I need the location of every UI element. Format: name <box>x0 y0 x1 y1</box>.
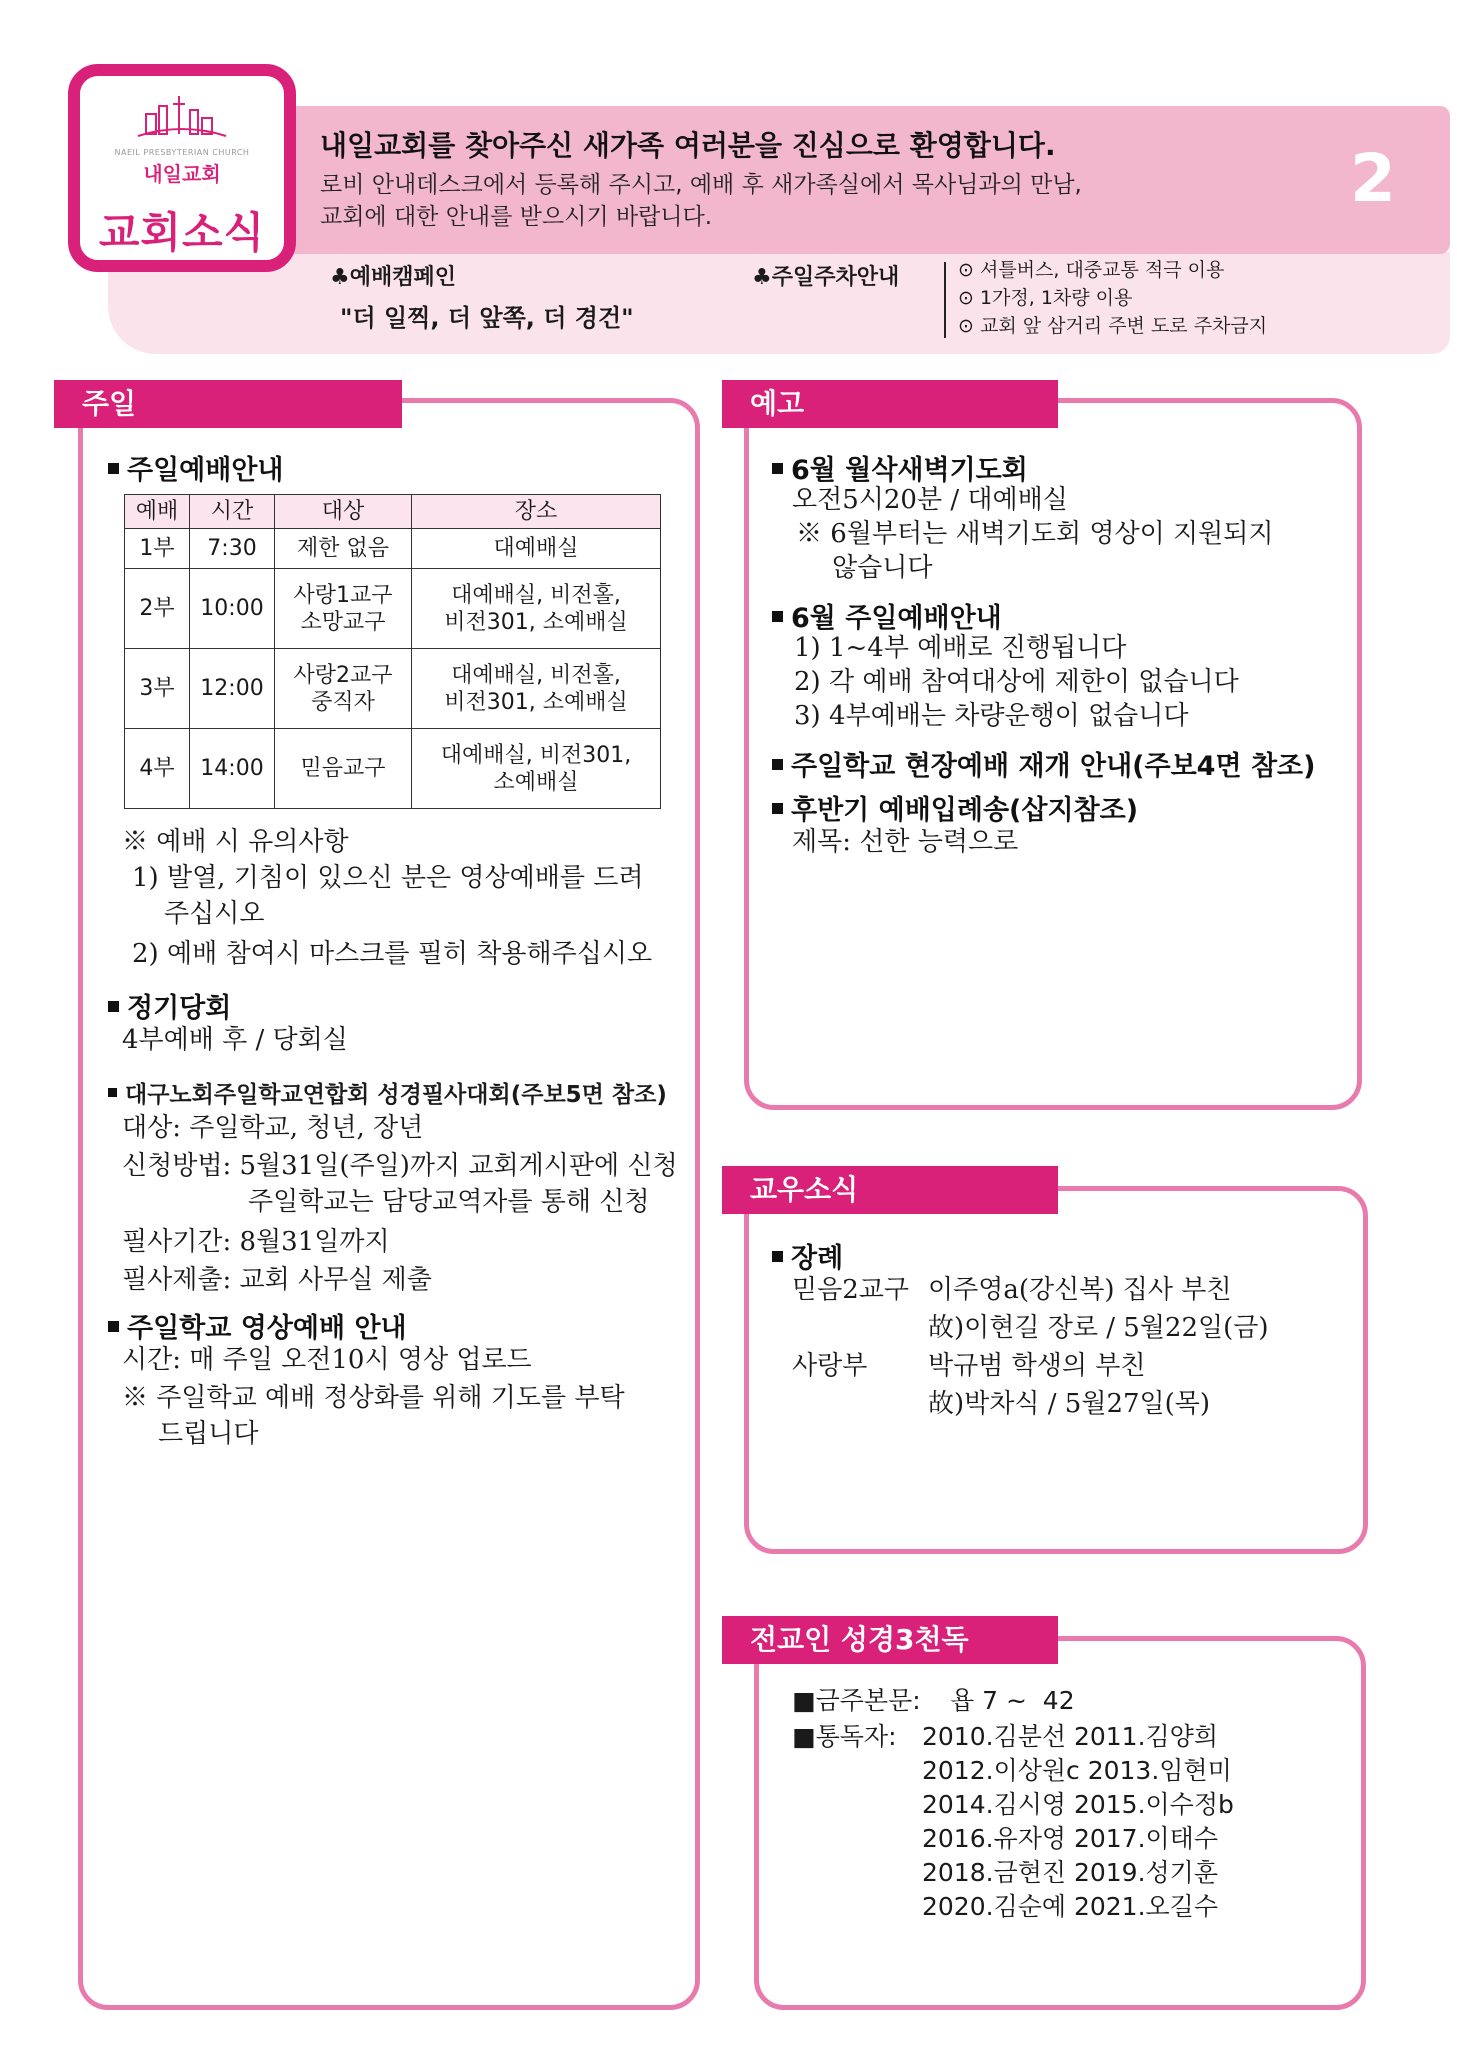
table-cell: 제한 없음 <box>275 529 412 569</box>
readers-line: 2010.김분선 2011.김양희 <box>922 1722 1218 1751</box>
table-header: 장소 <box>412 495 661 529</box>
bullet-icon <box>772 463 783 474</box>
table-row <box>125 649 661 729</box>
contest-apply: 주일학교는 담당교역자를 통해 신청 <box>248 1187 650 1217</box>
parking-item: ⊙ 1가정, 1차량 이용 <box>958 287 1133 309</box>
table-cell: 믿음교구 <box>275 729 412 809</box>
bullet-icon <box>108 463 119 474</box>
bullet-icon <box>772 803 783 814</box>
worship-heading: 주일예배안내 <box>108 448 284 487</box>
table-header: 시간 <box>190 495 275 529</box>
table-row <box>125 569 661 649</box>
video-note: 드립니다 <box>158 1419 259 1449</box>
welcome-line: 교회에 대한 안내를 받으시기 바랍니다. <box>320 204 713 230</box>
video-note: ※ 주일학교 예배 정상화를 위해 기도를 부탁 <box>122 1383 625 1413</box>
june-heading: 6월 주일예배안내 <box>772 596 1002 635</box>
bullet-icon <box>772 759 783 770</box>
note-item: 2) 예배 참여시 마스크를 필히 착용해주십시오 <box>132 939 653 969</box>
contest-apply: 신청방법: 5월31일(주일)까지 교회게시판에 신청 <box>122 1151 678 1181</box>
bible-section-title: 전교인 성경3천독 <box>722 1616 1058 1664</box>
june-item: 1) 1~4부 예배로 진행됩니다 <box>794 633 1127 663</box>
song-heading: 후반기 예배입례송(삽지참조) <box>772 788 1138 827</box>
logo-english-text: NAEIL PRESBYTERIAN CHURCH <box>114 148 250 157</box>
dawn-note: ※ 6월부터는 새벽기도회 영상이 지원되지 <box>796 519 1274 549</box>
contest-submit: 필사제출: 교회 사무실 제출 <box>122 1265 432 1295</box>
welcome-headline: 내일교회를 찾아주신 새가족 여러분을 진심으로 환영합니다. <box>320 129 1056 162</box>
notice-section-title: 예고 <box>722 380 1058 428</box>
table-cell: 대예배실, 비전홀, 비전301, 소예배실 <box>412 649 661 729</box>
funeral-line: 故)박차식 / 5월27일(목) <box>928 1389 1211 1419</box>
table-cell: 사랑1교구 소망교구 <box>275 569 412 649</box>
worship-table-wrap <box>124 494 661 809</box>
parking-divider <box>944 262 946 338</box>
sunday-section-title: 주일 <box>54 380 402 428</box>
readers-list <box>922 1720 1234 1924</box>
contest-target: 대상: 주일학교, 청년, 장년 <box>122 1113 424 1143</box>
table-cell: 3부 <box>125 649 190 729</box>
table-header: 대상 <box>275 495 412 529</box>
readers-line: 2018.금현진 2019.성기훈 <box>922 1858 1218 1887</box>
table-cell: 대예배실, 비전홀, 비전301, 소예배실 <box>412 569 661 649</box>
dawn-heading: 6월 월삭새벽기도회 <box>772 448 1028 487</box>
funeral-line: 이주영a(강신복) 집사 부친 <box>928 1275 1232 1305</box>
readers-label: ■통독자: <box>792 1722 897 1751</box>
video-time: 시간: 매 주일 오전10시 영상 업로드 <box>122 1345 532 1375</box>
funeral-line: 박규범 학생의 부친 <box>928 1351 1146 1381</box>
welcome-line: 로비 안내데스크에서 등록해 주시고, 예배 후 새가족실에서 목사님과의 만남, <box>320 172 1082 198</box>
contest-period: 필사기간: 8월31일까지 <box>122 1227 390 1257</box>
parking-label: ♣주일주차안내 <box>752 265 900 290</box>
video-heading: 주일학교 영상예배 안내 <box>108 1306 407 1345</box>
reading-label: ■금주본문: <box>792 1686 921 1715</box>
bullet-icon <box>108 1088 117 1097</box>
members-section-title: 교우소식 <box>722 1166 1058 1214</box>
logo-korean-text: 내일교회 <box>143 162 221 186</box>
dawn-note: 않습니다 <box>832 553 933 583</box>
page-number: 2 <box>1350 140 1396 217</box>
table-cell: 1부 <box>125 529 190 569</box>
campaign-text: "더 일찍, 더 앞쪽, 더 경건" <box>340 304 634 332</box>
table-row <box>125 729 661 809</box>
table-row <box>125 529 661 569</box>
session-heading: 정기당회 <box>108 986 231 1025</box>
readers-line: 2014.김시영 2015.이수정b <box>922 1790 1234 1819</box>
parking-item: ⊙ 교회 앞 삼거리 주변 도로 주차금지 <box>958 315 1268 337</box>
readers-line: 2020.김순예 2021.오길수 <box>922 1892 1218 1921</box>
parking-list <box>958 256 1267 340</box>
bullet-icon <box>108 1001 119 1012</box>
reading-text: 욥 7 ~ 42 <box>950 1686 1075 1715</box>
table-cell: 14:00 <box>190 729 275 809</box>
table-cell: 7:30 <box>190 529 275 569</box>
parking-item: ⊙ 셔틀버스, 대중교통 적극 이용 <box>958 259 1225 281</box>
note-item: 1) 발열, 기침이 있으신 분은 영상예배를 드려 <box>132 863 644 893</box>
table-cell: 사랑2교구 중직자 <box>275 649 412 729</box>
funeral-group: 사랑부 <box>792 1351 868 1381</box>
section-title: 교회소식 <box>98 208 266 257</box>
notes-title: ※ 예배 시 유의사항 <box>122 827 349 857</box>
table-cell: 10:00 <box>190 569 275 649</box>
session-text: 4부예배 후 / 당회실 <box>122 1025 348 1055</box>
table-cell: 12:00 <box>190 649 275 729</box>
church-skyline-icon <box>132 92 232 142</box>
funeral-group: 믿음2교구 <box>792 1275 910 1305</box>
school-heading: 주일학교 현장예배 재개 안내(주보4면 참조) <box>772 744 1315 783</box>
bullet-icon <box>772 611 783 622</box>
table-cell: 대예배실, 비전301, 소예배실 <box>412 729 661 809</box>
song-title: 제목: 선한 능력으로 <box>792 827 1019 857</box>
table-cell: 2부 <box>125 569 190 649</box>
worship-table <box>124 494 661 809</box>
funeral-heading: 장례 <box>772 1236 843 1275</box>
bullet-icon <box>772 1251 783 1262</box>
bullet-icon <box>108 1321 119 1332</box>
contest-heading: 대구노회주일학교연합회 성경필사대회(주보5면 참조) <box>108 1076 667 1109</box>
june-item: 3) 4부예배는 차량운행이 없습니다 <box>794 701 1189 731</box>
table-cell: 4부 <box>125 729 190 809</box>
campaign-label: ♣예배캠페인 <box>330 265 456 290</box>
readers-line: 2016.유자영 2017.이태수 <box>922 1824 1218 1853</box>
june-item: 2) 각 예배 참여대상에 제한이 없습니다 <box>794 667 1239 697</box>
dawn-time: 오전5시20분 / 대예배실 <box>792 485 1068 515</box>
table-cell: 대예배실 <box>412 529 661 569</box>
note-item: 주십시오 <box>164 899 265 929</box>
church-logo-box <box>68 64 296 272</box>
table-header: 예배 <box>125 495 190 529</box>
funeral-line: 故)이현길 장로 / 5월22일(금) <box>928 1313 1269 1343</box>
readers-line: 2012.이상원c 2013.임현미 <box>922 1756 1232 1785</box>
